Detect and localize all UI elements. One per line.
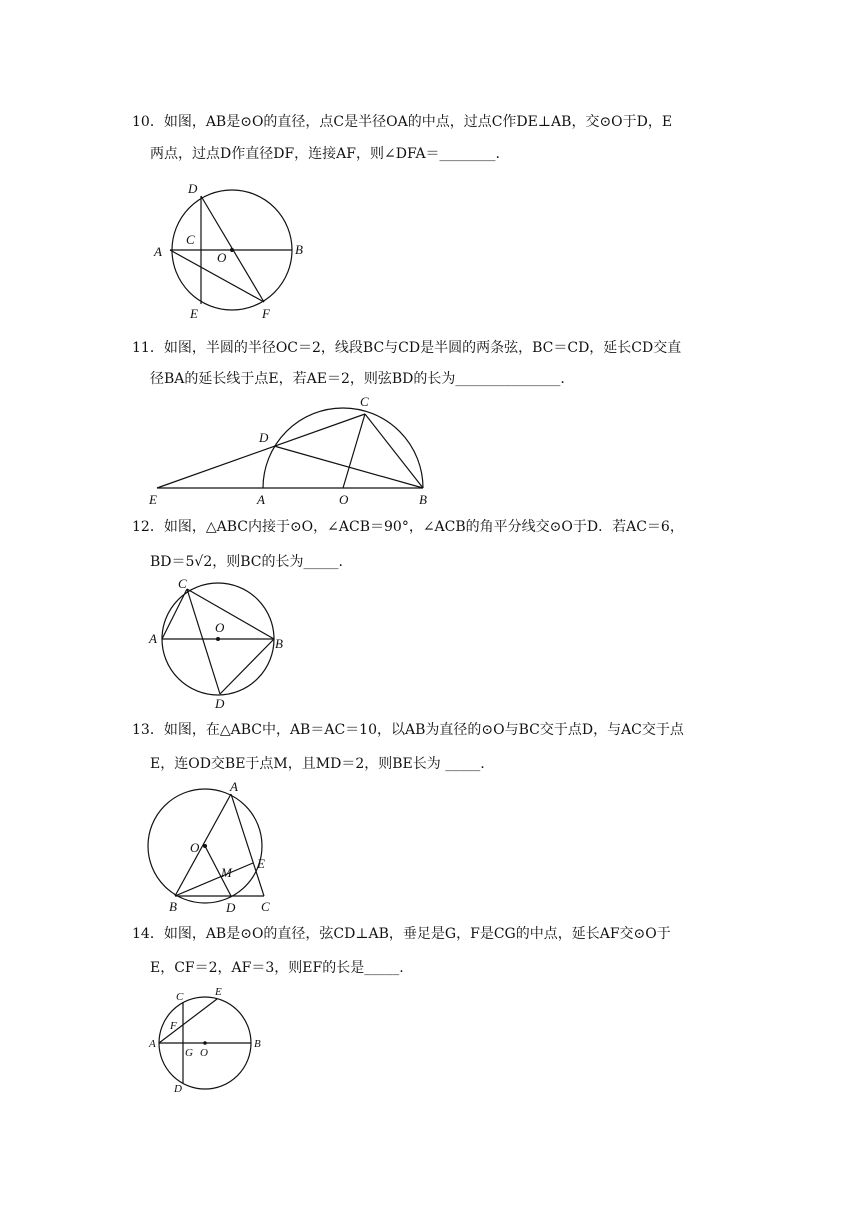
segment-ec <box>157 414 365 488</box>
label-o: O <box>200 1047 208 1059</box>
segment-db <box>274 446 423 488</box>
figure-14-chord <box>145 982 270 1097</box>
figure-12-inscribed-triangle <box>145 575 295 710</box>
segment-ae <box>159 999 217 1043</box>
label-o: O <box>190 840 200 855</box>
problem-10-line-1: 10．如图，AB是⊙O的直径，点C是半径OA的中点，过点C作DE⊥AB，交⊙O于D，E <box>132 114 673 130</box>
label-c: C <box>360 394 369 409</box>
label-a: A <box>257 492 265 507</box>
label-f: F <box>170 1020 177 1032</box>
center-dot <box>230 248 234 252</box>
label-b: B <box>275 636 283 651</box>
label-c: C <box>186 232 195 247</box>
center-dot <box>203 1041 207 1045</box>
problem-12-line-2: BD＝5√2，则BC的长为_____. <box>150 554 343 570</box>
problem-10-line-2: 两点，过点D作直径DF，连接AF，则∠DFA＝________. <box>150 146 500 162</box>
label-d: D <box>215 696 225 711</box>
label-a: A <box>149 1038 156 1050</box>
segment-oc <box>343 414 365 488</box>
label-a: A <box>230 779 238 794</box>
label-b: B <box>169 899 177 914</box>
label-b: B <box>295 242 303 257</box>
figure-11-semicircle <box>145 392 445 510</box>
label-b: B <box>419 492 427 507</box>
figure-10-circle-diameter <box>150 180 310 320</box>
label-g: G <box>185 1047 193 1059</box>
label-c: C <box>178 576 187 591</box>
figure-13-isosceles-triangle <box>145 780 285 915</box>
label-b: B <box>254 1038 261 1050</box>
label-o: O <box>215 620 225 635</box>
problem-14-line-2: E，CF＝2，AF＝3，则EF的长是_____. <box>150 960 404 976</box>
label-e: E <box>215 986 222 998</box>
label-e: E <box>190 306 198 321</box>
problem-11-line-2: 径BA的延长线于点E，若AE＝2，则弦BD的长为_______________. <box>150 371 565 387</box>
label-d: D <box>259 430 269 445</box>
label-m: M <box>221 865 232 880</box>
label-c: C <box>261 899 270 914</box>
label-c: C <box>176 991 184 1003</box>
label-d: D <box>174 1083 182 1095</box>
problem-14-line-1: 14．如图，AB是⊙O的直径，弦CD⊥AB，垂足是G，F是CG的中点，延长AF交⊙O于 <box>132 926 671 942</box>
label-o: O <box>339 492 349 507</box>
segment-ac <box>231 794 264 896</box>
label-f: F <box>262 306 270 321</box>
label-e: E <box>257 856 265 871</box>
segment-db <box>220 639 274 694</box>
label-e: E <box>149 492 157 507</box>
problem-13-line-1: 13．如图，在△ABC中，AB＝AC＝10，以AB为直径的⊙O与BC交于点D，与AC交于点 <box>132 722 684 738</box>
problem-11-line-1: 11．如图，半圆的半径OC＝2，线段BC与CD是半圆的两条弦，BC＝CD，延长CD交直 <box>132 340 682 356</box>
label-a: A <box>149 631 157 646</box>
segment-ac <box>162 589 187 639</box>
label-a: A <box>154 244 162 259</box>
label-o: O <box>217 250 227 265</box>
label-d: D <box>188 181 198 196</box>
center-dot <box>216 637 220 641</box>
semicircle-arc <box>263 408 423 488</box>
problem-12-line-1: 12．如图，△ABC内接于⊙O，∠ACB＝90°，∠ACB的角平分线交⊙O于D．若AC＝6， <box>132 519 684 535</box>
label-d: D <box>226 900 236 915</box>
center-dot <box>203 844 207 848</box>
segment-be <box>175 863 253 896</box>
problem-13-line-2: E，连OD交BE于点M，且MD＝2，则BE长为 _____. <box>150 756 485 772</box>
